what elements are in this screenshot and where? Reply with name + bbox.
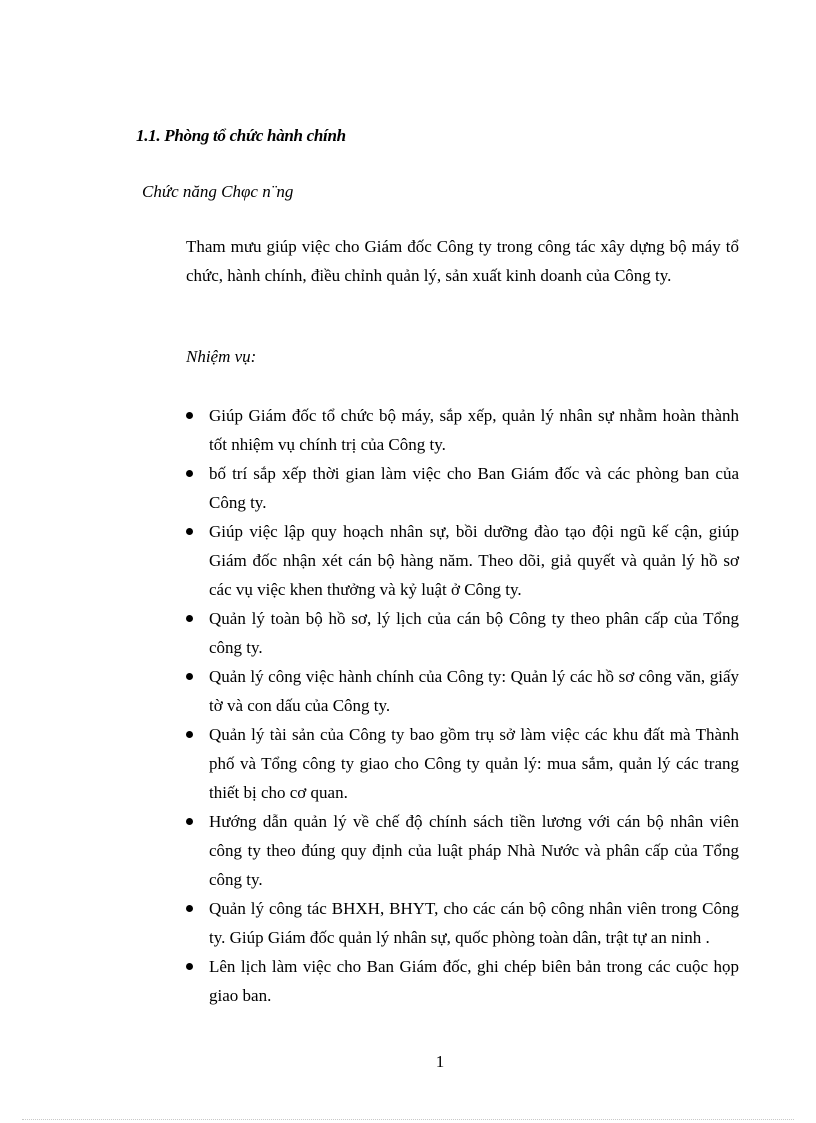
- bullet-icon: [186, 528, 193, 535]
- list-item: [186, 807, 739, 894]
- bullet-icon: [186, 963, 193, 970]
- list-item-text: Giúp việc lập quy hoạch nhân sự, bồi dưỡng đào tạo đội ngũ kế cận, giúp Giám đốc nhận xét cán bộ hàng năm. Theo dõi, giả quyết và quản lý hồ sơ các vụ việc khen thưởng và kỷ luật ở Công ty.: [209, 522, 739, 599]
- task-list: [186, 401, 739, 1010]
- list-item-text: Quản lý tài sản của Công ty bao gồm trụ sở làm việc các khu đất mà Thành phố và Tổng công ty giao cho Công ty quản lý: mua sắm, quản lý các trang thiết bị cho cơ quan.: [209, 725, 739, 802]
- list-item: [186, 952, 739, 1010]
- function-subheading: Chức năng Chφc n¨ng: [142, 182, 294, 201]
- function-paragraph: Tham mưu giúp việc cho Giám đốc Công ty trong công tác xây dựng bộ máy tổ chức, hành chính, điều chỉnh quản lý, sản xuất kinh doanh của Công ty.: [186, 237, 739, 285]
- list-item: [186, 517, 739, 604]
- bullet-icon: [186, 731, 193, 738]
- section-heading: 1.1. Phòng tổ chức hành chính: [136, 126, 346, 145]
- page-bottom-border: [22, 1119, 794, 1120]
- list-item-text: Quản lý toàn bộ hồ sơ, lý lịch của cán bộ Công ty theo phân cấp của Tổng công ty.: [209, 609, 739, 657]
- list-item: [186, 604, 739, 662]
- bullet-icon: [186, 615, 193, 622]
- list-item-text: Quản lý công tác BHXH, BHYT, cho các cán bộ công nhân viên trong Công ty. Giúp Giám đốc quản lý nhân sự, quốc phòng toàn dân, trật tự an ninh .: [209, 899, 739, 947]
- list-item: [186, 662, 739, 720]
- bullet-icon: [186, 905, 193, 912]
- list-item-text: bố trí sắp xếp thời gian làm việc cho Ban Giám đốc và các phòng ban của Công ty.: [209, 464, 739, 512]
- list-item: [186, 894, 739, 952]
- bullet-icon: [186, 470, 193, 477]
- list-item-text: Lên lịch làm việc cho Ban Giám đốc, ghi chép biên bản trong các cuộc họp giao ban.: [209, 957, 739, 1005]
- list-item: [186, 720, 739, 807]
- tasks-label: Nhiệm vụ:: [186, 347, 257, 366]
- bullet-icon: [186, 818, 193, 825]
- list-item-text: Quản lý công việc hành chính của Công ty: Quản lý các hồ sơ công văn, giấy tờ và con dấu của Công ty.: [209, 667, 739, 715]
- list-item-text: Giúp Giám đốc tổ chức bộ máy, sắp xếp, quản lý nhân sự nhằm hoàn thành tốt nhiệm vụ chính trị của Công ty.: [209, 406, 739, 454]
- list-item: [186, 401, 739, 459]
- bullet-icon: [186, 673, 193, 680]
- page-number: 1: [435, 1052, 445, 1071]
- list-item: [186, 459, 739, 517]
- bullet-icon: [186, 412, 193, 419]
- list-item-text: Hướng dẫn quản lý về chế độ chính sách tiền lương với cán bộ nhân viên công ty theo đúng quy định của luật pháp Nhà Nước và phân cấp của Tổng công ty.: [209, 812, 739, 889]
